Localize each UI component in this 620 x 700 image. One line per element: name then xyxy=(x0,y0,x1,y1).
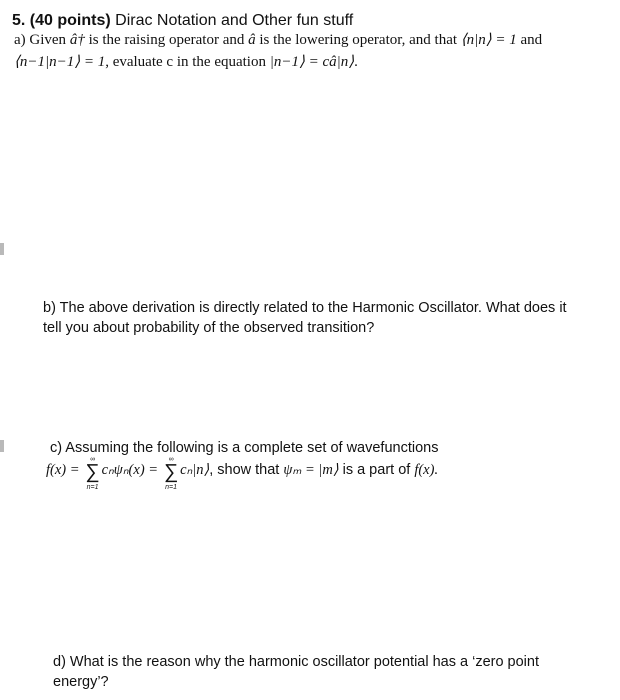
part-a-text: is the lowering operator, and that xyxy=(259,32,458,48)
part-c-line-1: c) Assuming the following is a complete set of wavefunctions xyxy=(50,440,439,456)
question-title: Dirac Notation and Other fun stuff xyxy=(115,12,354,29)
ket-expansion: cₙ|n⟩ xyxy=(180,462,210,478)
part-a-line-2 xyxy=(14,52,358,71)
normalization-condition-1: ⟨n|n⟩ = 1 xyxy=(460,32,517,48)
sum-lower-limit: n=1 xyxy=(165,484,178,491)
scan-edge-mark xyxy=(0,440,4,452)
part-a-line-1 xyxy=(14,30,542,49)
part-b-line-1: b) The above derivation is directly related to the Harmonic Oscillator. What does it xyxy=(43,300,567,316)
question-number: 5. (40 points) xyxy=(12,12,111,29)
summation-symbol: ∞ ∑ n=1 xyxy=(163,456,179,491)
part-d-line-1: d) What is the reason why the harmonic oscillator potential has a ‘zero point xyxy=(53,654,539,670)
sum-lower-limit: n=1 xyxy=(86,484,99,491)
part-a-equation: |n−1⟩ = câ|n⟩ xyxy=(269,54,355,70)
scan-edge-mark xyxy=(0,243,4,255)
raising-operator-symbol: â† xyxy=(69,32,85,48)
part-b-line-2: tell you about probability of the observed transition? xyxy=(43,320,375,336)
psi-m-equation: ψₘ = |m⟩ xyxy=(283,462,339,478)
part-a-label: a) Given xyxy=(14,32,67,48)
summation-symbol: ∞ ∑ n=1 xyxy=(85,456,100,491)
part-a-text: is the raising operator and xyxy=(88,32,245,48)
function-f-reference: f(x). xyxy=(414,462,439,478)
normalization-condition-2: ⟨n−1|n−1⟩ = 1 xyxy=(14,54,106,70)
lowering-operator-symbol: â xyxy=(248,32,256,48)
part-c-text: is a part of xyxy=(342,462,411,478)
part-a-text: and xyxy=(520,32,543,48)
part-a-period: . xyxy=(354,54,358,70)
function-f-lhs: f(x) = xyxy=(46,462,80,478)
sum-upper-limit: ∞ xyxy=(90,456,96,463)
part-d-line-2: energy’? xyxy=(53,674,109,690)
question-heading xyxy=(12,12,353,30)
part-c-text: , show that xyxy=(209,462,280,478)
part-a-text: , evaluate c in the equation xyxy=(105,54,266,70)
sum-upper-limit: ∞ xyxy=(168,456,174,463)
part-c-line-2 xyxy=(46,456,439,491)
wavefunction-expansion: cₙψₙ(x) = xyxy=(101,462,159,478)
